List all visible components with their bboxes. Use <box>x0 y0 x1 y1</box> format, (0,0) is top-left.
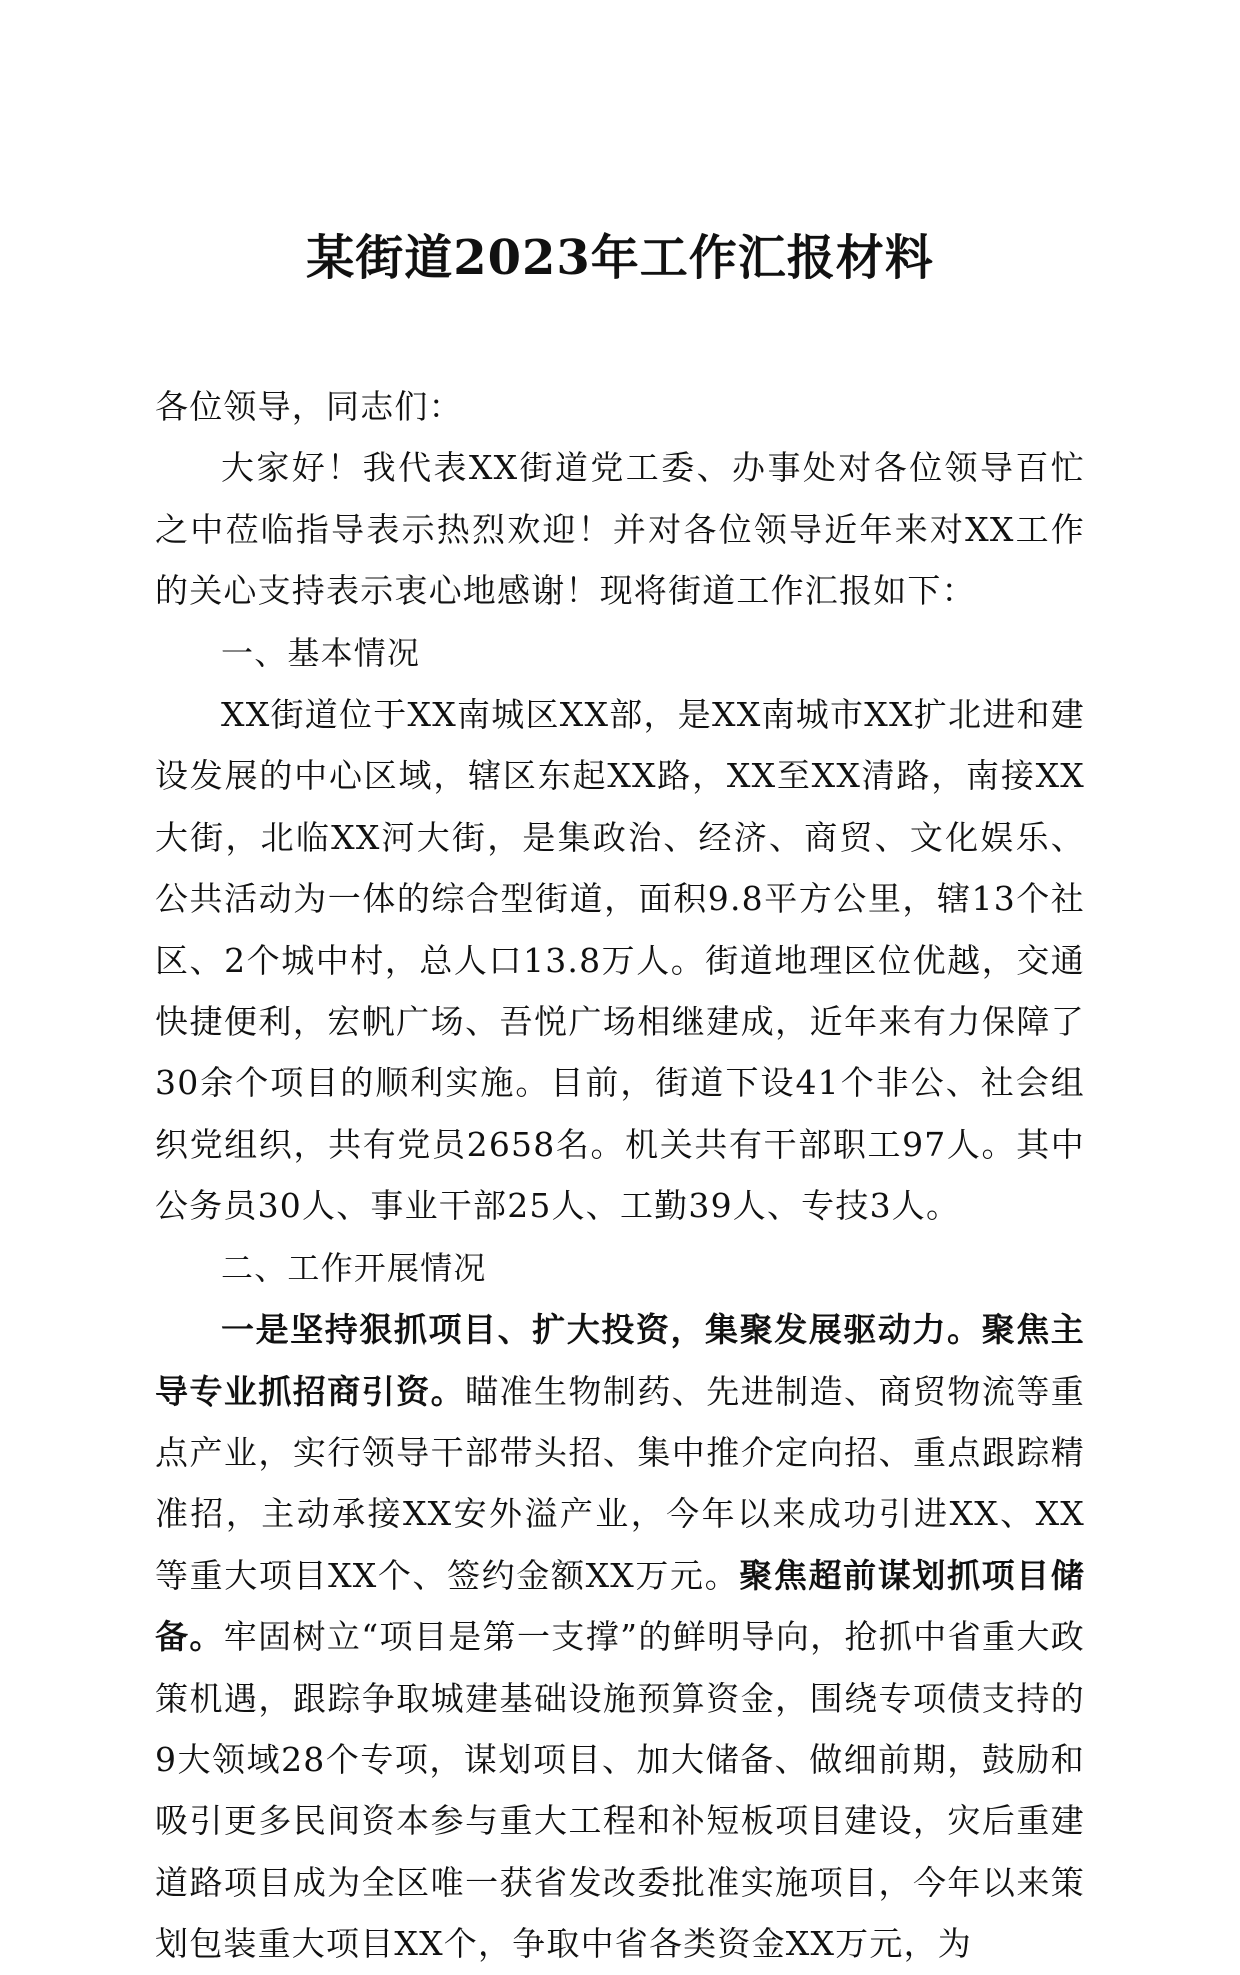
document-title: 某街道2023年工作汇报材料 <box>306 230 934 286</box>
subpoint-reserve-text: 牢固树立“项目是第一支撑”的鲜明导向，抢抓中省重大政策机遇，跟踪争取城建基础设施预算资金，围绕专项债支持的9大领域28个专项，谋划项目、加大储备、做细前期，鼓励和吸引更多民间资本参与重大工程和补短板项目建设，灾后重建道路项目成为全区唯一获省发改委批准实施项目，今年以来策划包装重大项目XX个，争取中省各类资金XX万元，为 <box>155 1617 1085 1964</box>
section-heading-work-text: 二、工作开展情况 <box>221 1248 487 1287</box>
basic-situation-paragraph: XX街道位于XX南城区XX部，是XX南城市XX扩北进和建设发展的中心区域，辖区东起XX路，XX至XX清路，南接XX大街，北临XX河大街，是集政治、经济、商贸、文化娱乐、公共活动为一体的综合型街道，面积9.8平方公里，辖13个社区、2个城中村，总人口13.8万人。街道地理区位优越，交通快捷便利，宏帆广场、吾悦广场相继建成，近年来有力保障了30余个项目的顺利实施。目前，街道下设41个非公、社会组织党组织，共有党员2658名。机关共有干部职工97人。其中公务员30人、事业干部25人、工勤39人、专技3人。 <box>155 695 1085 1226</box>
document-body <box>155 376 1085 1975</box>
subpoint-investment-text: 瞄准生物制药、先进制造、商贸物流等重点产业，实行领导干部带头招、集中推介定向招、重点跟踪精准招，主动承接XX安外溢产业，今年以来成功引进XX、XX等重大项目XX个、签约金额XX万元。 <box>155 1371 1085 1595</box>
section-heading-basic <box>155 622 1085 684</box>
point-lead: 一是坚持狠抓项目、扩大投资，集聚发展驱动力。 <box>221 1310 982 1350</box>
intro-paragraph: 大家好！我代表XX街道党工委、办事处对各位领导百忙之中莅临指导表示热烈欢迎！并对各位领导近年来对XX工作的关心支持表示衷心地感谢！现将街道工作汇报如下： <box>155 448 1085 611</box>
section-heading-work <box>155 1237 1085 1299</box>
salutation: 各位领导，同志们： <box>155 387 463 426</box>
section-heading-basic-text: 一、基本情况 <box>221 633 421 672</box>
subpoint-investment-heading: 聚焦主导专业抓招商引资。 <box>155 1310 1085 1411</box>
work-point-paragraph <box>155 1299 1085 1974</box>
subpoint-reserve-heading: 聚焦超前谋划抓项目储备。 <box>155 1555 1086 1657</box>
